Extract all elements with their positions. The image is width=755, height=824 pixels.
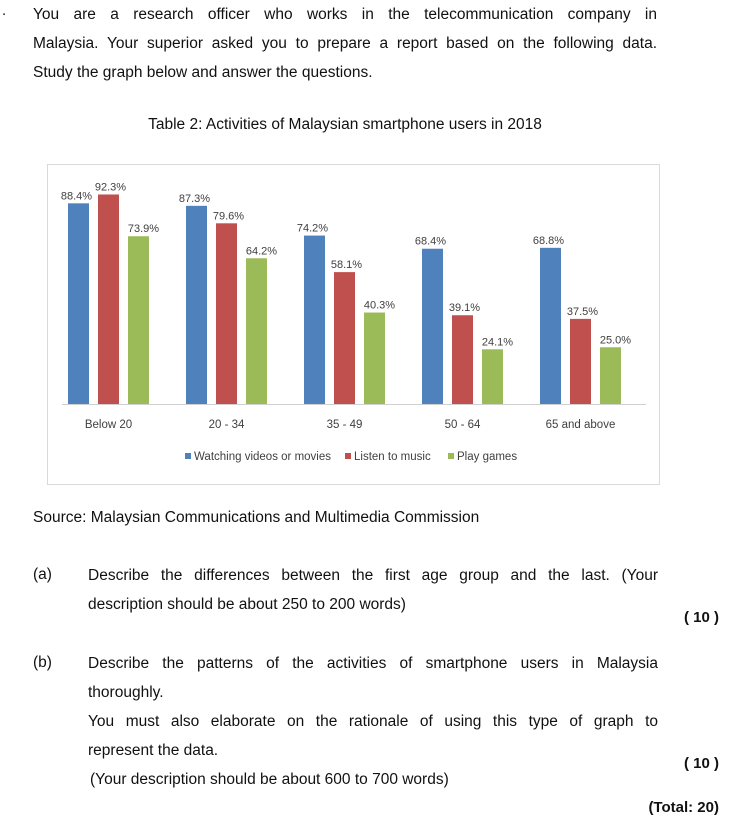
- intro-line-2: Malaysia. Your superior asked you to prepare a report based on the following data.: [33, 35, 657, 52]
- question-b-marks: ( 10 ): [683, 755, 719, 772]
- bar-games: [128, 236, 149, 404]
- category-tick-label: 50 - 64: [444, 419, 481, 431]
- data-label: 58.1%: [330, 259, 363, 272]
- category-tick-label: 65 and above: [545, 419, 616, 431]
- bar-music: [98, 194, 119, 404]
- data-label: 68.4%: [414, 235, 447, 248]
- question-b-text: [88, 649, 658, 794]
- data-label: 73.9%: [127, 223, 160, 236]
- intro-paragraph: [33, 0, 657, 87]
- legend-label: Listen to music: [354, 451, 431, 463]
- bar-music: [570, 319, 591, 404]
- question-a-line-2: description should be about 250 to 200 words): [88, 596, 406, 613]
- data-label: 68.8%: [532, 234, 565, 247]
- legend-label: Play games: [457, 451, 518, 463]
- data-label: 74.2%: [296, 222, 329, 235]
- bar-games: [600, 347, 621, 404]
- question-a-label: (a): [33, 566, 52, 583]
- bar-chart: [47, 164, 660, 485]
- category-tick-label: 35 - 49: [326, 419, 363, 431]
- list-bullet: .: [2, 2, 7, 19]
- legend-swatch: [345, 453, 351, 459]
- question-b-line-5: (Your description should be about 600 to 700 words): [90, 771, 449, 788]
- intro-line-3: Study the graph below and answer the questions.: [33, 64, 373, 81]
- bar-videos: [540, 248, 561, 404]
- data-label: 87.3%: [178, 192, 211, 205]
- bar-videos: [186, 206, 207, 404]
- data-label: 88.4%: [60, 190, 93, 203]
- data-label: 25.0%: [599, 334, 632, 347]
- category-tick-label: 20 - 34: [208, 419, 245, 431]
- bar-music: [216, 223, 237, 404]
- question-b-line-1: Describe the patterns of the activities of smartphone users in Malaysia: [88, 655, 658, 672]
- data-label: 40.3%: [363, 299, 396, 312]
- legend-label: Watching videos or movies: [194, 451, 331, 463]
- question-b-line-3: You must also elaborate on the rationale of using this type of graph to: [88, 713, 658, 730]
- data-label: 39.1%: [448, 302, 481, 315]
- bar-videos: [68, 203, 89, 404]
- legend-swatch: [185, 453, 191, 459]
- question-a-marks: ( 10 ): [683, 609, 719, 626]
- data-label: 64.2%: [245, 245, 278, 258]
- question-a-line-1: Describe the differences between the first age group and the last. (Your: [88, 567, 658, 584]
- category-tick-label: Below 20: [84, 419, 133, 431]
- bar-videos: [304, 236, 325, 404]
- question-b-label: (b): [33, 654, 52, 671]
- chart-caption: Table 2: Activities of Malaysian smartphone users in 2018: [148, 116, 542, 133]
- intro-line-1: You are a research officer who works in the telecommunication company in: [33, 6, 657, 23]
- source-note: Source: Malaysian Communications and Multimedia Commission: [33, 509, 480, 526]
- total-marks: (Total: 20): [648, 799, 719, 816]
- bar-games: [246, 258, 267, 404]
- data-label: 92.3%: [94, 181, 127, 194]
- bar-music: [452, 315, 473, 404]
- data-label: 79.6%: [212, 210, 245, 223]
- bar-videos: [422, 249, 443, 404]
- data-label: 24.1%: [481, 336, 514, 349]
- bar-games: [364, 313, 385, 404]
- question-b-line-4: represent the data.: [88, 742, 219, 759]
- bar-games: [482, 349, 503, 404]
- question-b-line-2: thoroughly.: [88, 684, 164, 701]
- question-a-text: [88, 561, 658, 619]
- data-label: 37.5%: [566, 305, 599, 318]
- bar-music: [334, 272, 355, 404]
- legend-swatch: [448, 453, 454, 459]
- bar-chart-svg: [48, 165, 659, 484]
